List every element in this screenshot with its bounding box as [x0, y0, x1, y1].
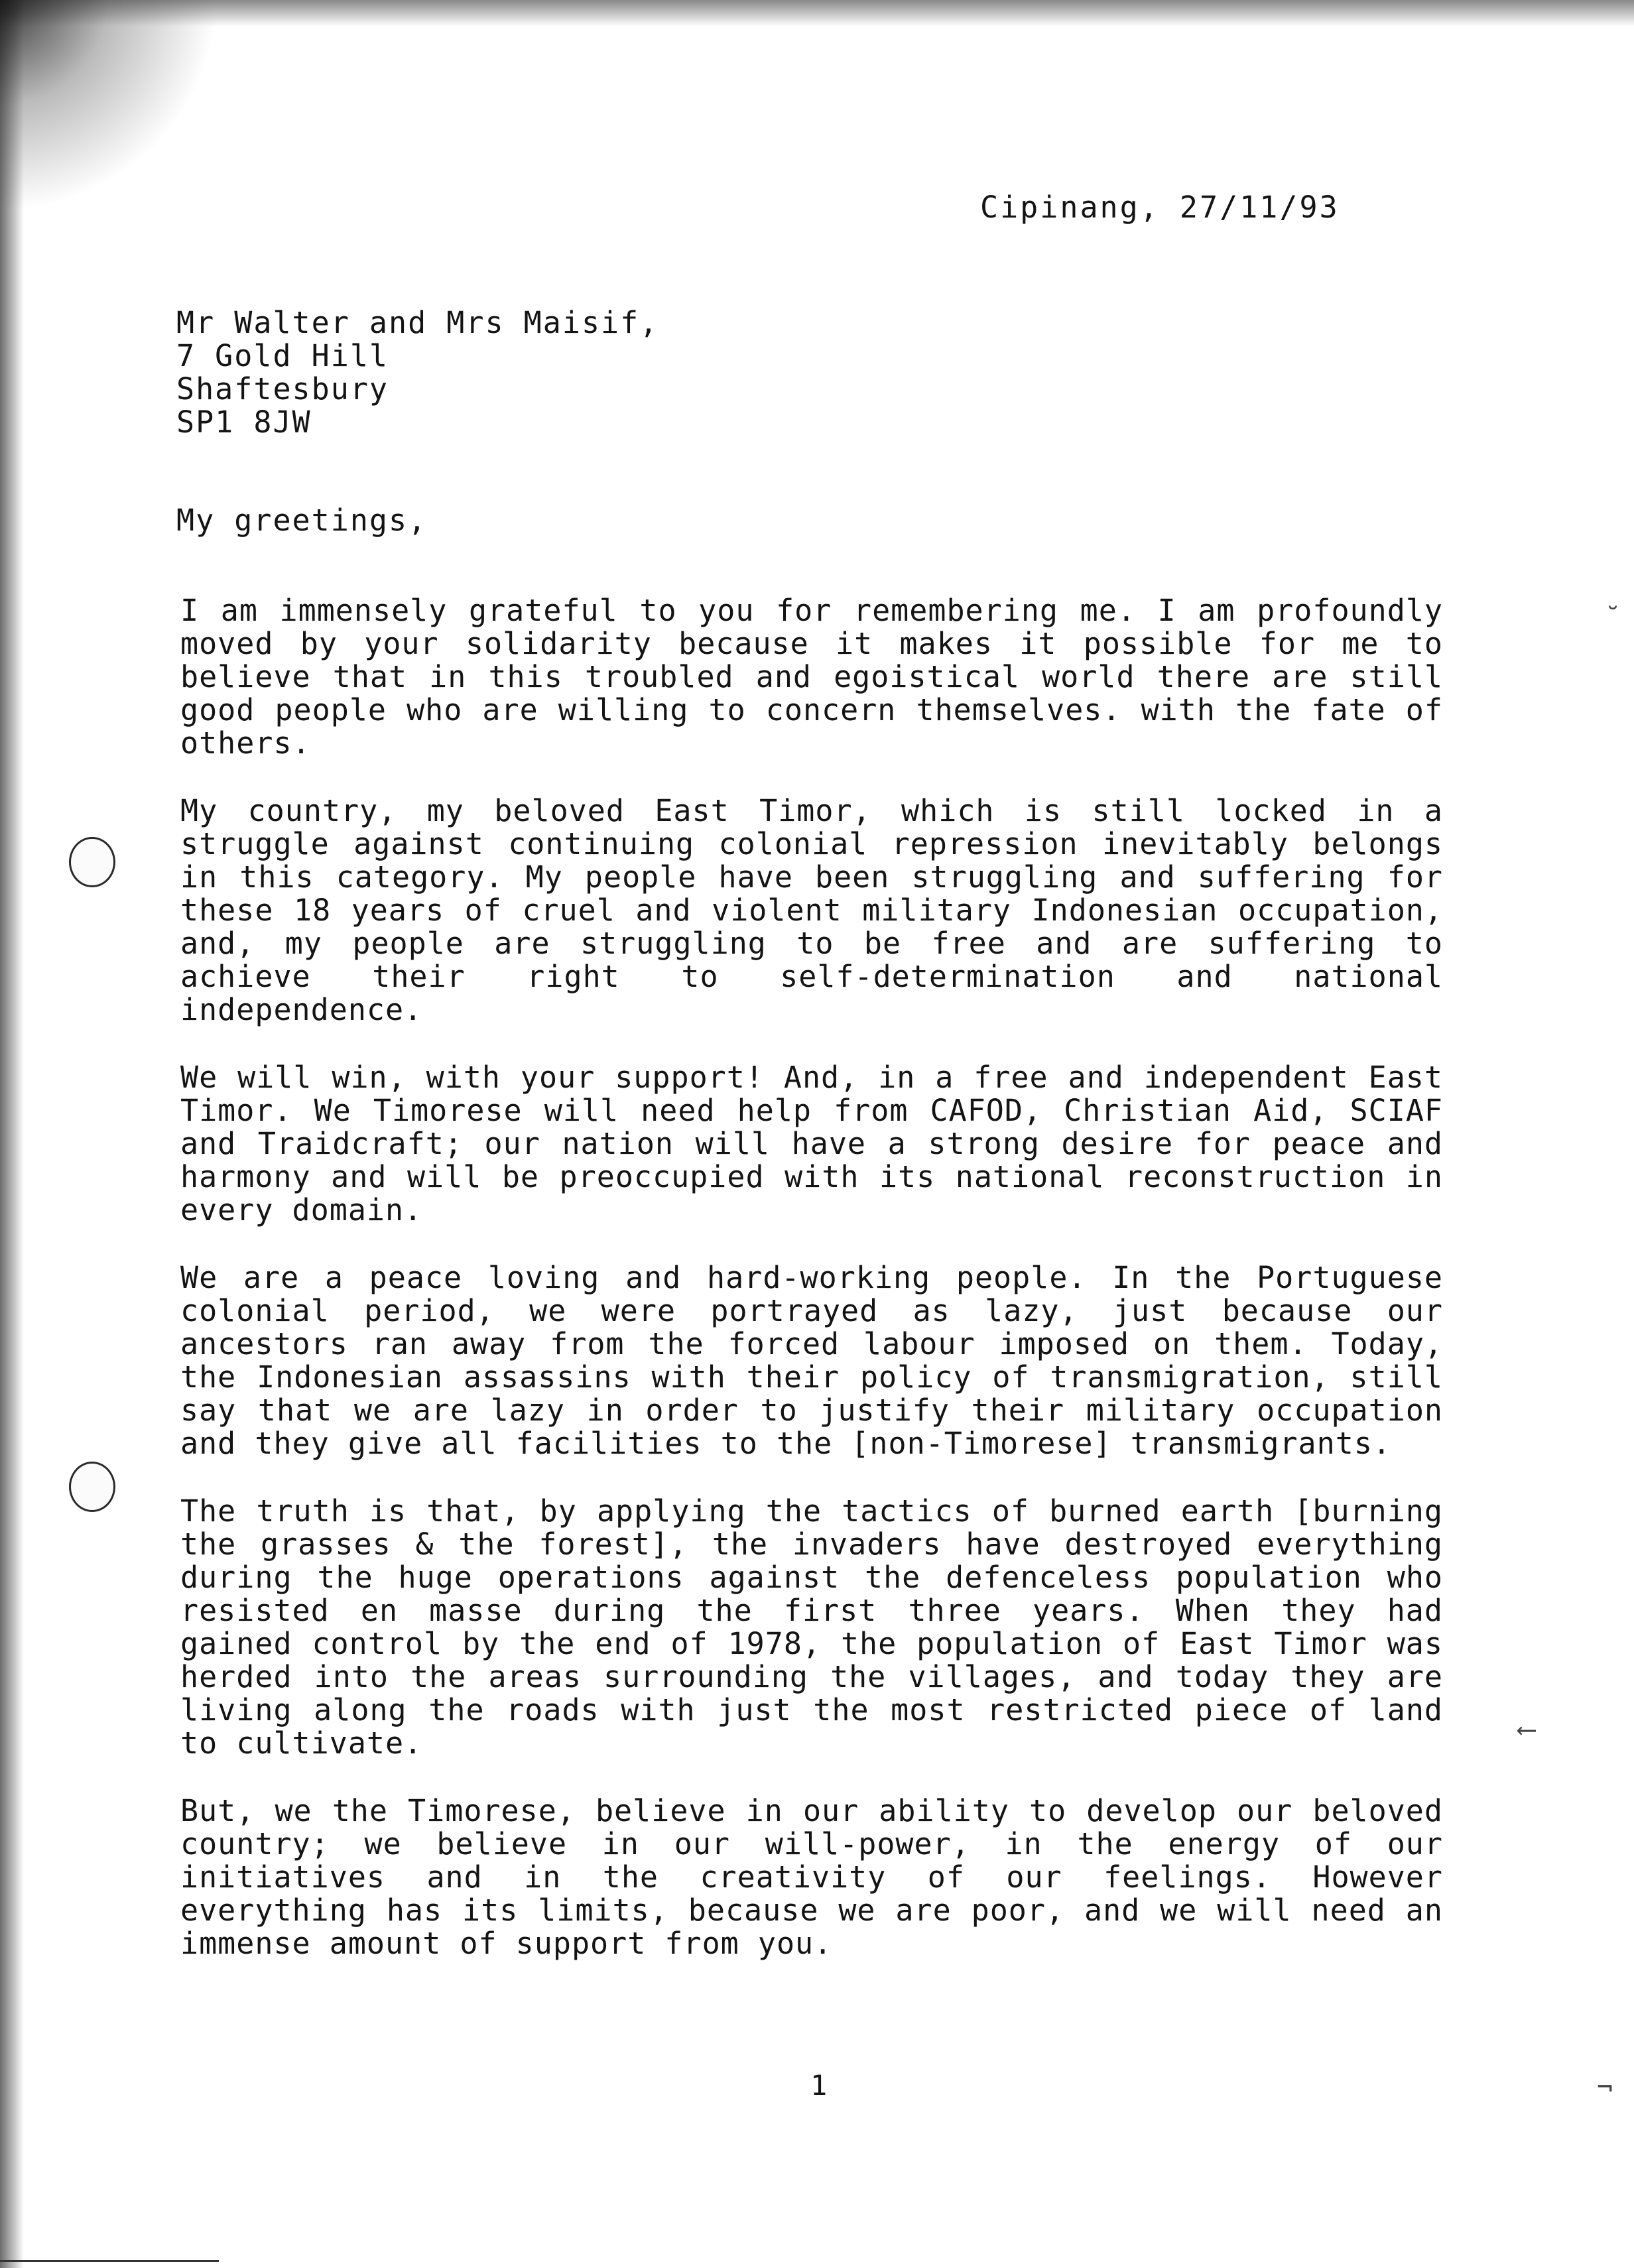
recipient-postcode: SP1 8JW: [176, 405, 312, 440]
scan-shadow-top: [0, 0, 1634, 27]
letter-date: Cipinang, 27/11/93: [980, 190, 1340, 225]
recipient-town: Shaftesbury: [176, 371, 389, 407]
punch-hole-lower: [69, 1462, 115, 1512]
paragraph: The truth is that, by applying the tactics of burned earth [burning the grasses & the forest], the invaders have destroyed everything during the huge operations against the defenceless population who resisted en masse during the first three years. When they had gained control by the end of 1978, the population of East Timor was herded into the areas surrounding the villages, and today they are living along the roads with just the most restricted piece of land to cultivate.: [180, 1493, 1443, 1761]
recipient-address: [176, 306, 659, 439]
letter-body: [180, 594, 1443, 1995]
margin-mark-icon: ¬: [1597, 2072, 1613, 2103]
salutation: My greetings,: [176, 503, 428, 538]
punch-hole-upper: [69, 837, 115, 887]
margin-mark-icon: ˘: [1605, 603, 1621, 633]
scan-bottom-line: [0, 2260, 219, 2262]
paragraph: My country, my beloved East Timor, which is still locked in a struggle against continuing colonial repression inevitably belongs in this category. My people have been struggling and suffering for these 18 years of cruel and violent military Indonesian occupation, and, my people are struggling to be free and are suffering to achieve their right to self-determination and national independence.: [180, 793, 1443, 1027]
paragraph: But, we the Timorese, believe in our ability to develop our beloved country; we believe in our will-power, in the energy of our initiatives and in the creativity of our feelings. However everything has its limits, because we are poor, and we will need an immense amount of support from you.: [180, 1793, 1443, 1961]
paragraph: I am immensely grateful to you for remembering me. I am profoundly moved by your solidarity because it makes it possible for me to believe that in this troubled and egoistical world there are still good people who are willing to concern themselves. with the fate of others.: [180, 593, 1443, 761]
recipient-street: 7 Gold Hill: [176, 338, 389, 373]
paragraph: We are a peace loving and hard-working people. In the Portuguese colonial period, we were portrayed as lazy, just because our ancestors ran away from the forced labour imposed on them. Today, the Indonesian assassins with their policy of transmigration, still say that we are lazy in order to justify their military occupation and they give all facilities to the [non-Timorese] transmigrants.: [180, 1260, 1443, 1461]
paragraph: We will win, with your support! And, in a free and independent East Timor. We Timorese will need help from CAFOD, Christian Aid, SCIAF and Traidcraft; our nation will have a strong desire for peace and harmony and will be preoccupied with its national reconstruction in every domain.: [180, 1060, 1443, 1228]
recipient-name: Mr Walter and Mrs Maisif,: [176, 305, 659, 340]
scan-shadow-left: [0, 0, 24, 2268]
scan-corner-artifact: [0, 0, 219, 212]
margin-arrow-icon: ⟵: [1519, 1714, 1535, 1745]
page-number: 1: [810, 2069, 828, 2102]
